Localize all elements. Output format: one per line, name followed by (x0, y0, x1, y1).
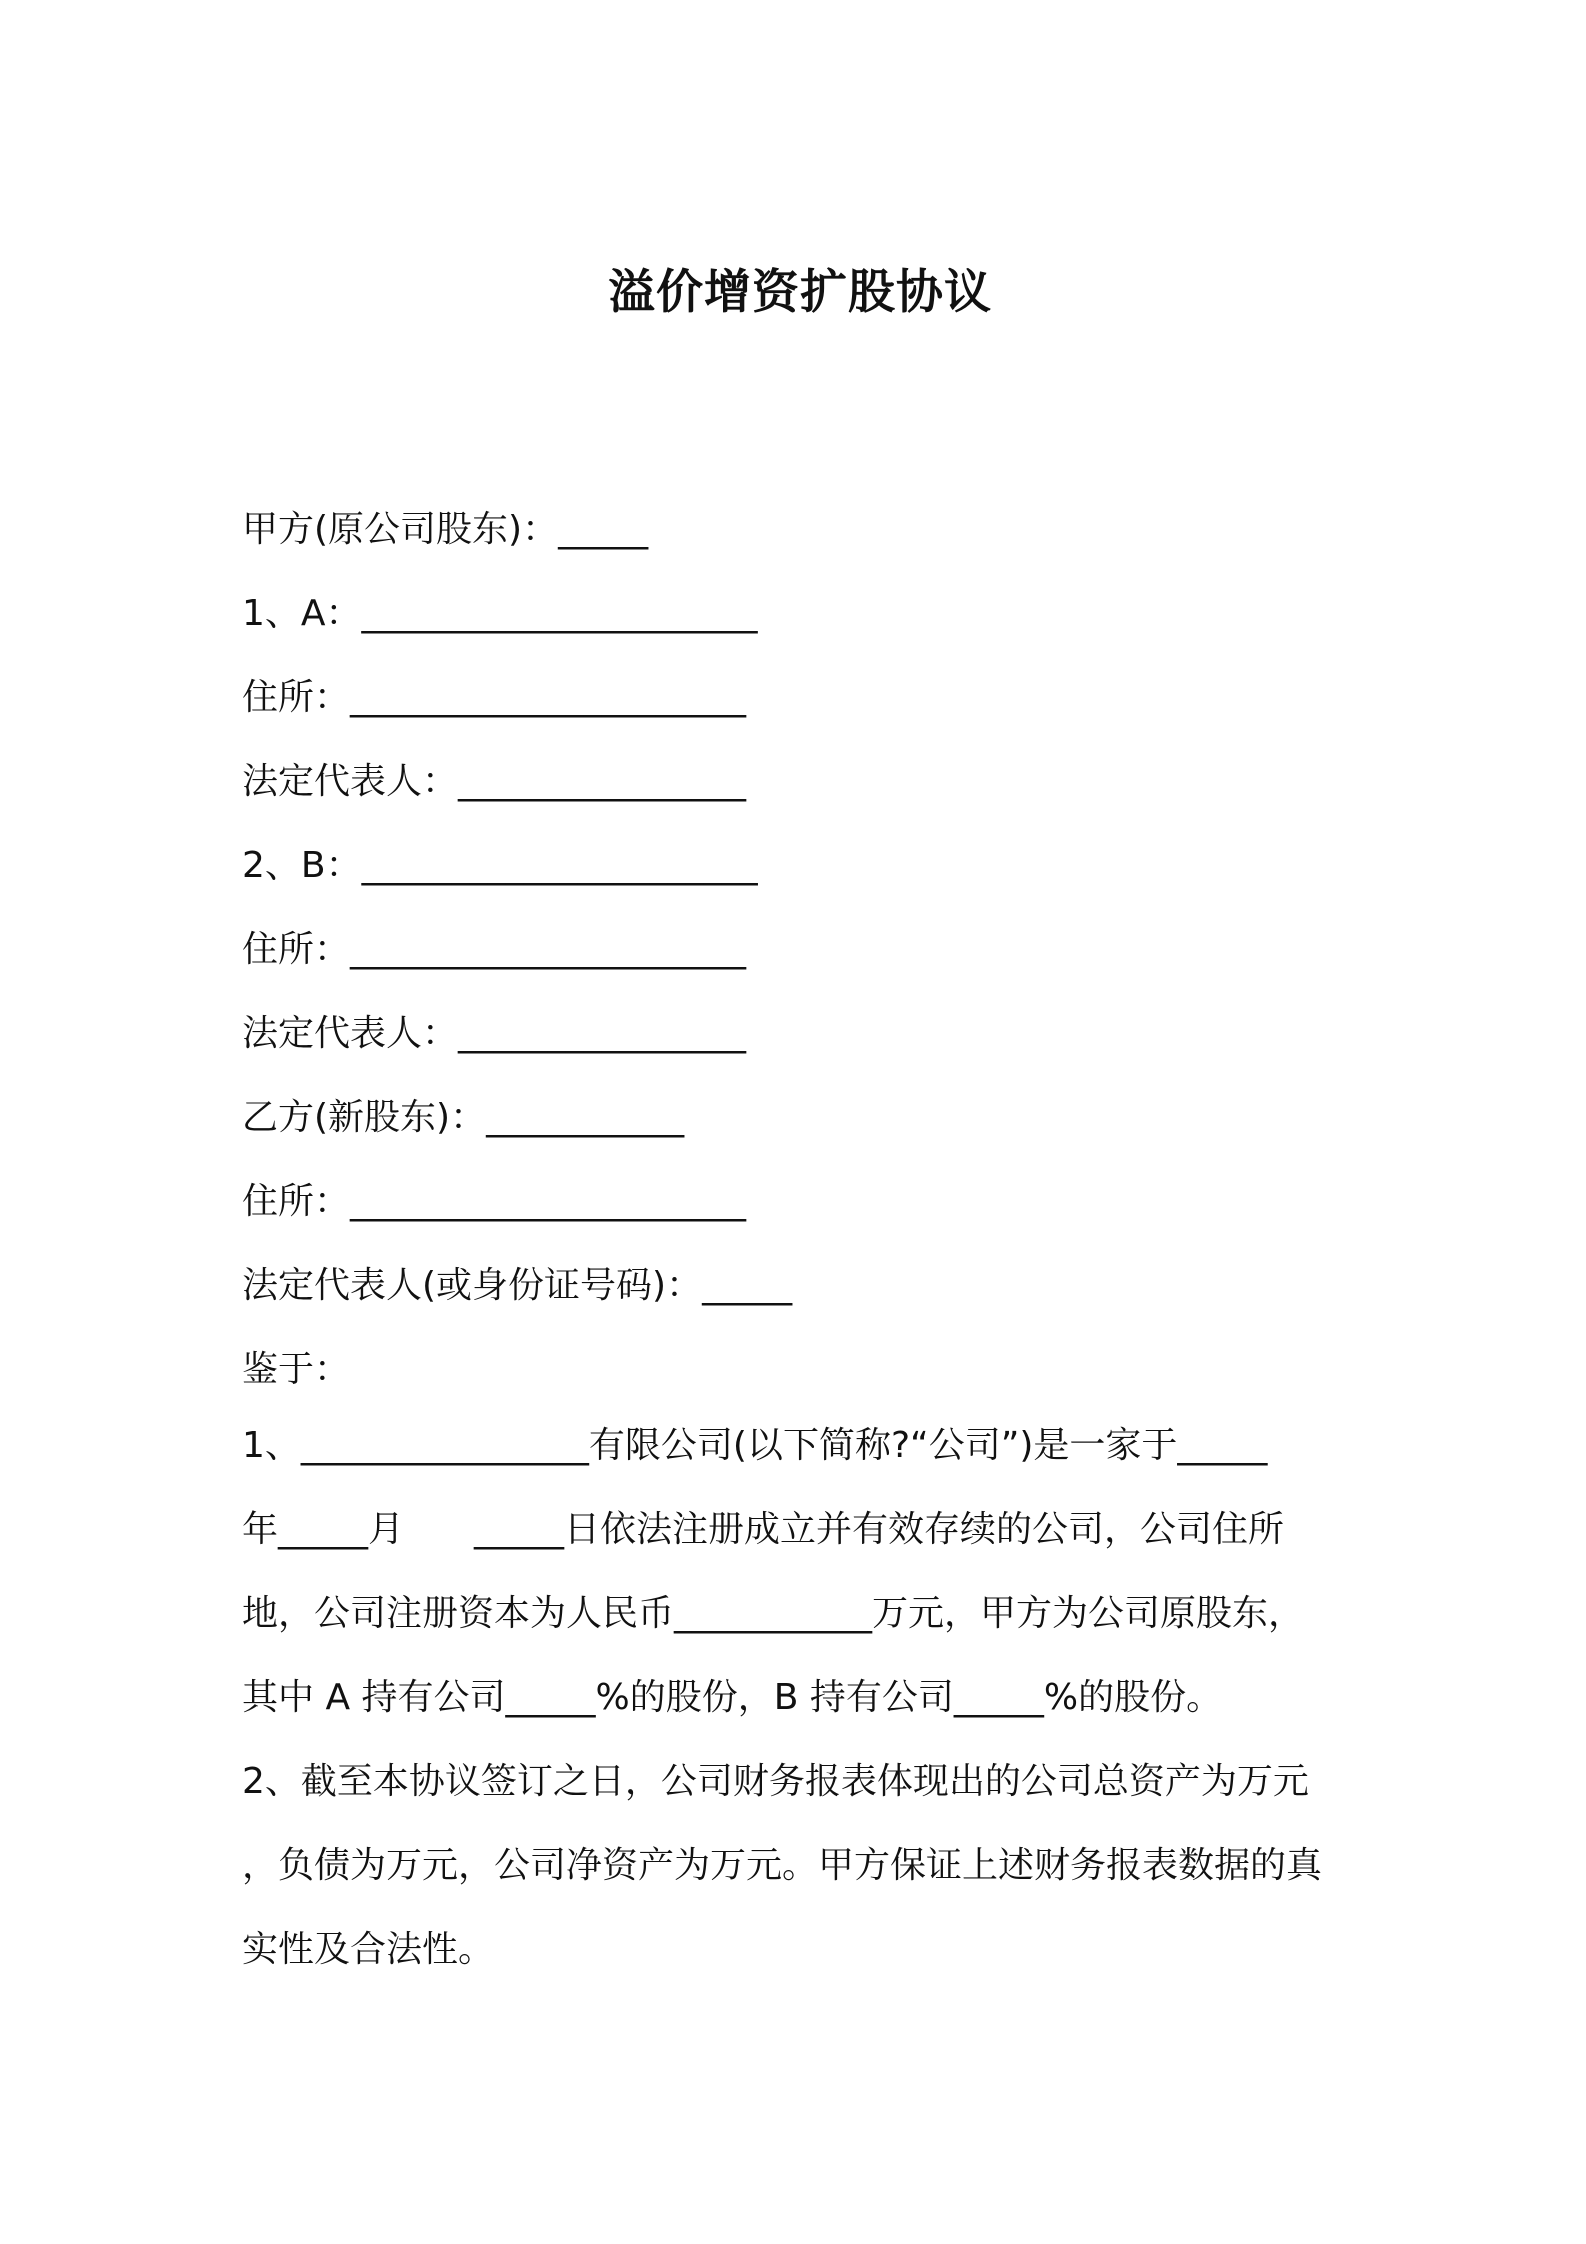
party-a1-address: 住所：______________________ (242, 677, 747, 718)
recital-2-line-1: 2、截至本协议签订之日，公司财务报表体现出的公司总资产为万元 (242, 1761, 1309, 1802)
party-b-address: 住所：______________________ (242, 1181, 747, 1222)
whereas-heading: 鉴于： (242, 1349, 351, 1390)
recital-1-line-3: 地，公司注册资本为人民币___________万元，甲方为公司原股东， (242, 1593, 1305, 1634)
recitals (242, 1416, 1362, 2004)
party-a2-name: 2、B：______________________ (242, 845, 758, 886)
recital-1-line-4: 其中 A 持有公司_____%的股份，B 持有公司_____%的股份。 (242, 1677, 1223, 1718)
party-fields (242, 500, 1362, 1424)
party-a1-name: 1、A：______________________ (242, 593, 758, 634)
document-title: 溢价增资扩股协议 (608, 265, 992, 320)
party-b-legal-rep: 法定代表人(或身份证号码)：_____ (242, 1265, 793, 1306)
party-a-header: 甲方(原公司股东)：_____ (242, 509, 649, 550)
party-a2-address: 住所：______________________ (242, 929, 747, 970)
recital-1-line-2-part-a: 年_____月 (242, 1509, 405, 1550)
recital-2-line-2: ，负债为万元，公司净资产为万元。甲方保证上述财务报表数据的真 (242, 1845, 1323, 1886)
recital-2-line-3: 实性及合法性。 (242, 1929, 495, 1970)
recital-1-line-2 (242, 1500, 1362, 1584)
recital-1-line-1: 1、________________有限公司(以下简称?“公司”)是一家于_____ (242, 1425, 1268, 1466)
recital-1-line-2-part-b: _____日依法注册成立并有效存续的公司，公司住所 (474, 1509, 1285, 1550)
party-a1-legal-rep: 法定代表人：________________ (242, 761, 747, 802)
party-a2-legal-rep: 法定代表人：________________ (242, 1013, 747, 1054)
party-b-header: 乙方(新股东)：___________ (242, 1097, 685, 1138)
